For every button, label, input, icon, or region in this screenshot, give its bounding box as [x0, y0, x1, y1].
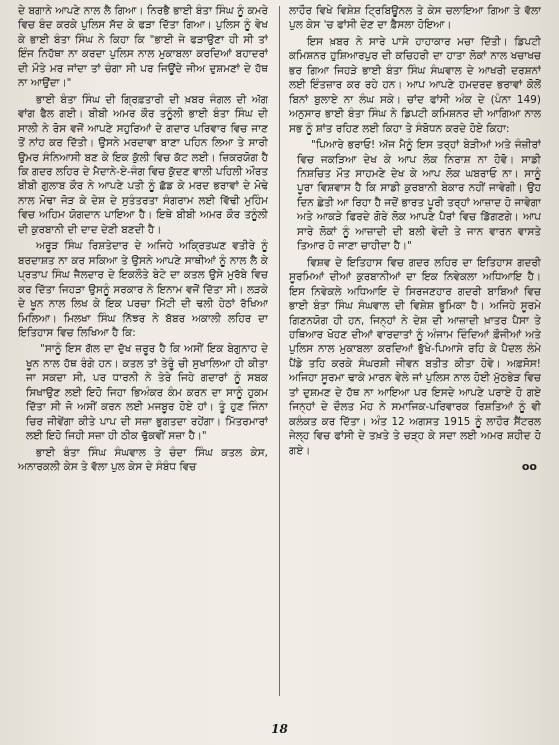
- paragraph: ਭਾਈ ਬੰਤਾ ਸਿੰਘ ਸੰਘਵਾਲ ਤੇ ਚੰਦਾ ਸਿੰਘ ਕਤਲ ਕੇਸ, ਅਨਾਰਕਲੀ ਕੇਸ ਤੇ ਵੱਲਾ ਪੁਲ ਕੇਸ ਦੇ ਸੰਬੰਧ ਵਿਚ: [18, 446, 268, 474]
- paragraph: ਦੇ ਬਗਾਨੇ ਆਪਣੇ ਨਾਲ ਲੈ ਗਿਆ। ਨਿਰਭੈ ਭਾਈ ਬੰਤਾ ਸਿੰਘ ਨੂੰ ਕਮਰੇ ਵਿਚ ਬੰਦ ਕਰਕੇ ਪੁਲਿਸ ਸੱਦ ਕੇ ਫੜਾ ਦਿੱਤਾ ਗਿਆ। ਪੁਲਿਸ ਨੂੰ ਵੇਖ ਕੇ ਭਾਈ ਬੰਤਾ ਸਿੰਘ ਨੇ ਕਿਹਾ ਕਿ "ਭਾਈ ਜੇ ਫੜਾਉਣਾ ਹੀ ਸੀ ਤਾਂ ਇੰਜ ਨਿਹੱਥਾ ਨਾ ਕਰਦਾ ਪੁਲਿਸ ਨਾਲ ਮੁਕਾਬਲਾ ਕਰਦਿਆਂ ਬਹਾਦਰਾਂ ਦੀ ਮੌਤੇ ਮਰ ਜਾਂਦਾ ਤਾਂ ਚੰਗਾ ਸੀ ਪਰ ਜਿਊਂਦੇ ਜੀਅ ਦੁਸ਼ਮਣਾਂ ਦੇ ਹੱਥ ਨਾ ਆਉਂਦਾ।": [18, 5, 268, 90]
- paragraph: ਵਿਸ਼ਵ ਦੇ ਇਤਿਹਾਸ ਵਿਚ ਗਦਰ ਲਹਿਰ ਦਾ ਇਤਿਹਾਸ ਗਦਰੀ ਸੂਰਮਿਆਂ ਦੀਆਂ ਕੁਰਬਾਨੀਆਂ ਦਾ ਇਕ ਨਿਵੇਕਲਾ ਅਧਿਆਇ ਹੈ। ਇਸ ਨਿਵੇਕਲੇ ਅਧਿਆਇ ਦੇ ਸਿਰਜਣਹਾਰ ਗਦਰੀ ਬਾਬਿਆਂ ਵਿਚ ਭਾਈ ਬੰਤਾ ਸਿੰਘ ਸੰਘਵਾਲ ਦੀ ਵਿਸ਼ੇਸ਼ ਭੂਮਿਕਾ ਹੈ। ਅਜਿਹੇ ਸੂਰਮੇ ਗਿਣਨਯੋਗ ਹੀ ਹਨ, ਜਿਨ੍ਹਾਂ ਨੇ ਦੇਸ਼ ਦੀ ਆਜ਼ਾਦੀ ਖ਼ਾਤਰ ਪੈਸਾ ਤੇ ਹਥਿਆਰ ਖੋਹਣ ਦੀਆਂ ਵਾਰਦਾਤਾਂ ਨੂੰ ਅੰਜਾਮ ਦਿੰਦਿਆਂ ਫ਼ੌਜੀਆਂ ਅਤੇ ਪੁਲਿਸ ਨਾਲ ਮੁਕਾਬਲਾ ਕਰਦਿਆਂ ਭੁੱਖੇ-ਪਿਆਸੇ ਰਹਿ ਕੇ ਪੈਦਲ ਲੰਮੇ ਪੈਂਡੇ ਤਹਿ ਕਰਕੇ ਸੰਘਰਸ਼ੀ ਜੀਵਨ ਬਤੀਤ ਕੀਤਾ ਹੋਵੇ। ਅਫ਼ਸੋਸ! ਅਜਿਹਾ ਸੂਰਮਾ ਢਾਕੇ ਮਾਰਨ ਵੇਲੇ ਜਾਂ ਪੁਲਿਸ ਨਾਲ ਹੋਈ ਮੁੱਠਭੇੜ ਵਿਚ ਤਾਂ ਦੁਸ਼ਮਣ ਦੇ ਹੱਥ ਨਾ ਆਇਆ ਪਰ ਇਸਦੇ ਆਪਣੇ ਪਰਾਏ ਹੋ ਗਏ ਜਿਨ੍ਹਾਂ ਦੇ ਦੌਲਤ ਮੋਹ ਨੇ ਸਮਾਜਿਕ-ਪਰਿਵਾਰਕ ਰਿਸ਼ਤਿਆਂ ਨੂੰ ਵੀ ਕਲੰਕਤ ਕਰ ਦਿੱਤਾ। ਅੰਤ 12 ਅਗਸਤ 1915 ਨੂੰ ਲਾਹੌਰ ਸੈਂਟਰਲ ਜੇਲ੍ਹ ਵਿਚ ਫਾਂਸੀ ਦੇ ਤਖ਼ਤੇ ਤੇ ਚੜ੍ਹ ਕੇ ਸਦਾ ਲਈ ਅਮਰ ਸ਼ਹੀਦ ਹੋ ਗਏ।: [289, 256, 541, 457]
- paragraph: ਅਰੂੜ ਸਿੰਘ ਰਿਸ਼ਤੇਦਾਰ ਦੇ ਅਜਿਹੇ ਅਕ੍ਰਿਤਘਣ ਵਤੀਰੇ ਨੂੰ ਬਰਦਾਸ਼ਤ ਨਾ ਕਰ ਸਕਿਆ ਤੇ ਉਸਨੇ ਆਪਣੇ ਸਾਥੀਆਂ ਨੂੰ ਨਾਲ ਲੈ ਕੇ ਪ੍ਰਤਾਪ ਸਿੰਘ ਜੈਲਦਾਰ ਦੇ ਇਕਲੌਤੇ ਬੇਟੇ ਦਾ ਕਤਲ ਉਸੇ ਮੁਰੱਬੇ ਵਿਚ ਕਰ ਦਿੱਤਾ ਜਿਹੜਾ ਉਸਨੂੰ ਸਰਕਾਰ ਨੇ ਇਨਾਮ ਵਜੋਂ ਦਿੱਤਾ ਸੀ। ਲੜਕੇ ਦੇ ਖੂਨ ਨਾਲ ਲਿਖ ਕੇ ਇਕ ਪਰਚਾ ਮਿੱਟੀ ਦੀ ਢਲੀ ਹੇਠਾਂ ਰੱਖਿਆ ਮਿਲਿਆ। ਮਿਲਖਾ ਸਿੰਘ ਨਿੱਝਰ ਨੇ ਬੱਬਰ ਅਕਾਲੀ ਲਹਿਰ ਦਾ ਇਤਿਹਾਸ ਵਿਚ ਲਿਖਿਆ ਹੈ ਕਿ:: [18, 240, 268, 339]
- article-end-mark: oo: [521, 460, 537, 474]
- page-number: 18: [271, 722, 288, 736]
- paragraph: ਇਸ ਖ਼ਬਰ ਨੇ ਸਾਰੇ ਪਾਸੇ ਹਾਹਾਕਾਰ ਮਚਾ ਦਿੱਤੀ। ਡਿਪਟੀ ਕਮਿਸ਼ਨਰ ਹੁਸ਼ਿਆਰਪੁਰ ਦੀ ਕਚਿਹਰੀ ਦਾ ਹਾਤਾ ਲੋਕਾਂ ਨਾਲ ਖਚਾਖਚ ਭਰ ਗਿਆ ਜਿਹੜੇ ਭਾਈ ਬੰਤਾ ਸਿੰਘ ਸੰਘਵਾਲ ਦੇ ਆਖਰੀ ਦਰਸ਼ਨਾਂ ਲਈ ਇੰਤਜ਼ਾਰ ਕਰ ਰਹੇ ਹਨ। ਆਪ ਆਪਣੇ ਹਮਦਰਦ ਭਰਾਵਾਂ ਕੋਲੋਂ ਬਿਨਾਂ ਬੁਲਾਏ ਨਾ ਲੰਘ ਸਕੇ। ਚਾਂਦ ਫਾਂਸੀ ਅੰਕ ਦੇ (ਪੰਨਾ 149) ਅਨੁਸਾਰ ਭਾਈ ਬੰਤਾ ਸਿੰਘ ਨੇ ਡਿਪਟੀ ਕਮਿਸ਼ਨਰ ਦੀ ਆਗਿਆ ਨਾਲ ਸਭ ਨੂੰ ਸ਼ਾਂਤ ਰਹਿਣ ਲਈ ਕਿਹਾ ਤੇ ਸੰਬੋਧਨ ਕਰਦੇ ਹੋਏ ਕਿਹਾ:: [289, 35, 541, 135]
- paragraph: ਲਾਹੌਰ ਵਿਖੇ ਵਿਸ਼ੇਸ਼ ਟ੍ਰਿਬਿਊਨਲ ਤੇ ਕੇਸ ਚਲਾਇਆ ਗਿਆ ਤੇ ਵੱਲਾ ਪੁਲ ਕੇਸ 'ਚ ਫਾਂਸੀ ਦੇਣ ਦਾ ਫ਼ੈਸਲਾ ਹੋਇਆ।: [289, 5, 541, 32]
- right-column-paragraphs: [289, 4, 541, 458]
- paragraph: ਭਾਈ ਬੰਤਾ ਸਿੰਘ ਦੀ ਗ੍ਰਿਫ਼ਤਾਰੀ ਦੀ ਖ਼ਬਰ ਜੰਗਲ ਦੀ ਅੱਗ ਵਾਂਗ ਫੈਲ ਗਈ। ਬੀਬੀ ਅਮਰ ਕੌਰ ਤਨੂੰਲੀ ਭਾਈ ਬੰਤਾ ਸਿੰਘ ਦੀ ਸਾਲੀ ਨੇ ਰੋਸ ਵਜੋਂ ਆਪਣੇ ਸਹੁਰਿਆਂ ਦੇ ਗਦਾਰ ਪਰਿਵਾਰ ਵਿਚ ਜਾਣ ਤੋਂ ਨਾਂਹ ਕਰ ਦਿੱਤੀ। ਉਸਨੇ ਮਰਦਾਵਾ ਬਾਣਾ ਪਹਿਨ ਲਿਆ ਤੇ ਸਾਰੀ ਉਮਰ ਸੰਨਿਆਸੀ ਬਣ ਕੇ ਇਕ ਕੁੱਲੀ ਵਿਚ ਕੱਟ ਲਈ। ਜ਼ਿਕਰਯੋਗ ਹੈ ਕਿ ਗਦਰ ਲਹਿਰ ਦੇ ਮੈਦਾਨੇ-ਏ-ਜੰਗ ਵਿਚ ਕੁੱਦਣ ਵਾਲੀ ਪਹਿਲੀ ਔਰਤ ਬੀਬੀ ਗੁਲਾਬ ਕੌਰ ਨੇ ਆਪਣੇ ਪਤੀ ਨੂੰ ਛੱਡ ਕੇ ਮਰਦ ਭਰਾਵਾਂ ਦੇ ਮੋਢੇ ਨਾਲ ਮੋਢਾ ਜੋੜ ਕੇ ਦੇਸ਼ ਦੇ ਸੁਤੰਤਰਤਾ ਸੰਗਰਾਮ ਲਈ ਵਿੱਢੀ ਮੁਹਿੰਮ ਵਿਚ ਅਹਿਮ ਯੋਗਦਾਨ ਪਾਇਆ ਹੈ। ਇਥੇ ਬੀਬੀ ਅਮਰ ਕੌਰ ਤਨੂੰਲੀ ਦੀ ਕੁਰਬਾਨੀ ਦੀ ਦਾਦ ਦੇਣੀ ਬਣਦੀ ਹੈ।: [18, 93, 268, 236]
- paragraph: "ਪਿਆਰੇ ਭਰਾਓ! ਅੱਜ ਮੈਨੂੰ ਇਸ ਤਰ੍ਹਾਂ ਬੇੜੀਆਂ ਅਤੇ ਜੰਜ਼ੀਰਾਂ ਵਿਚ ਜਕੜਿਆ ਦੇਖ ਕੇ ਆਪ ਲੋਕ ਨਿਰਾਸ਼ ਨਾ ਹੋਵੋ। ਸਾਡੀ ਨਿਸ਼ਚਿਤ ਮੌਤ ਸਾਹਮਣੇ ਦੇਖ ਕੇ ਆਪ ਲੋਕ ਘਬਰਾਓ ਨਾ। ਸਾਨੂੰ ਪੂਰਾ ਵਿਸ਼ਵਾਸ ਹੈ ਕਿ ਸਾਡੀ ਕੁਰਬਾਨੀ ਬੇਕਾਰ ਨਹੀਂ ਜਾਵੇਗੀ। ਉਹ ਦਿਨ ਛੇਤੀ ਆ ਰਿਹਾ ਹੈ ਜਦੋਂ ਭਾਰਤ ਪੂਰੀ ਤਰ੍ਹਾਂ ਆਜ਼ਾਦ ਹੋ ਜਾਵੇਗਾ ਅਤੇ ਆਕੜੇ ਫਿਰਦੇ ਗੋਰੇ ਲੋਕ ਆਪਣੇ ਪੈਰਾਂ ਵਿਚ ਡਿੱਗਣਗੇ। ਆਪ ਸਾਰੇ ਲੋਕਾਂ ਨੂੰ ਆਜ਼ਾਦੀ ਦੀ ਬਲੀ ਵੇਦੀ ਤੇ ਜਾਨ ਵਾਰਨ ਵਾਸਤੇ ਤਿਆਰ ਹੋ ਜਾਣਾ ਚਾਹੀਦਾ ਹੈ।": [297, 139, 541, 253]
- left-column: [18, 4, 268, 695]
- paragraph: "ਸਾਨੂੰ ਇਸ ਗੱਲ ਦਾ ਦੁੱਖ ਜ਼ਰੂਰ ਹੈ ਕਿ ਅਸੀਂ ਇਕ ਬੇਗੁਨਾਹ ਦੇ ਖੂਨ ਨਾਲ ਹੱਥ ਰੰਗੇ ਹਨ। ਕਤਲ ਤਾਂ ਤੇਰੂੰ ਚੀ ਸੁਖਾਲਿਆ ਹੀ ਕੀਤਾ ਜਾ ਸਕਦਾ ਸੀ, ਪਰ ਧਾਰਨੀ ਨੇ ਤੇਰੇ ਜਿਹੇ ਗਦਾਰਾਂ ਨੂੰ ਸਬਕ ਸਿਖਾਉਣ ਲਈ ਇਹੋ ਜਿਹਾ ਭਿਅੰਕਰ ਕੰਮ ਕਰਨ ਦਾ ਸਾਨੂੰ ਹੁਕਮ ਦਿੱਤਾ ਸੀ ਜੋ ਅਸੀਂ ਕਰਨ ਲਈ ਮਜਬੂਰ ਹੋਏ ਹਾਂ। ਤੂੰ ਹੁਣ ਜਿੰਨਾ ਚਿਰ ਜੀਵੇਂਗਾ ਕੀਤੇ ਪਾਪ ਦੀ ਸਜ਼ਾ ਭੁਗਤਦਾ ਰਹੇਂਗਾ। ਮਿੱਤਰਮਾਰਾਂ ਲਈ ਇਹੋ ਜਿਹੀ ਸਜ਼ਾ ਹੀ ਠੀਕ ਢੁੱਕਵੀਂ ਸਜ਼ਾ ਹੈ।": [26, 343, 268, 443]
- column-divider: [279, 6, 280, 696]
- right-column: [289, 4, 541, 695]
